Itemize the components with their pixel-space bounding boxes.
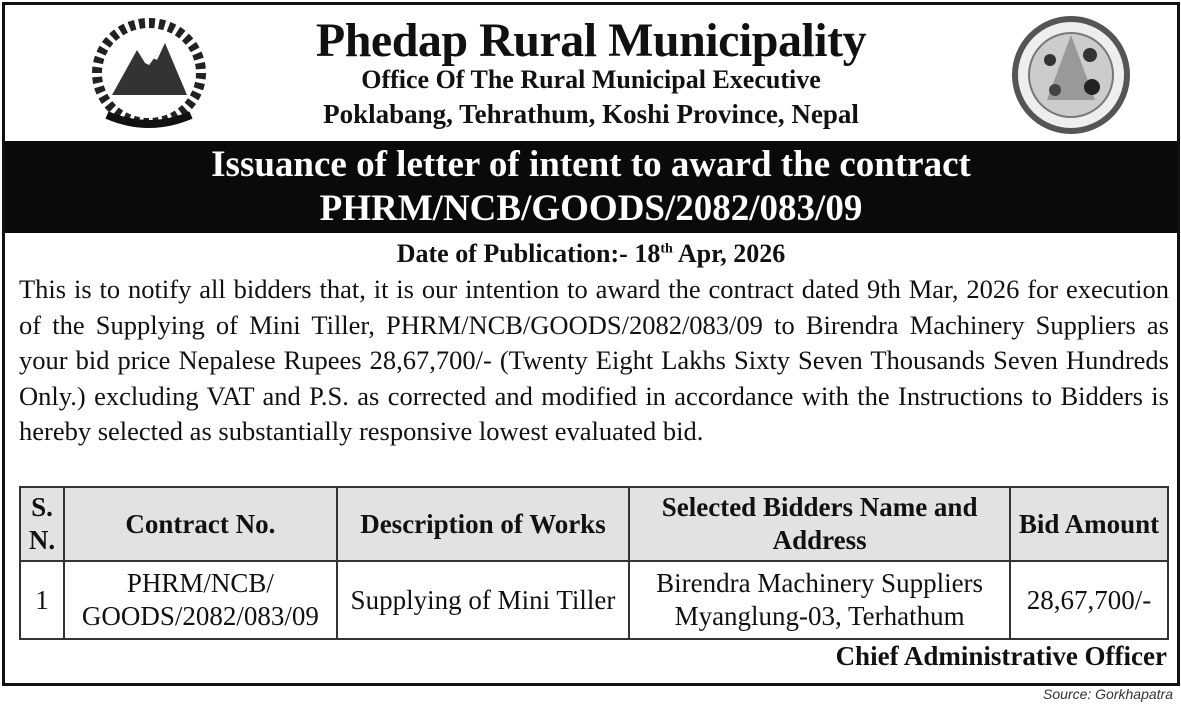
- contract-reference: PHRM/NCB/GOODS/2082/083/09: [319, 188, 863, 229]
- publication-date-label: Date of Publication:- 18: [396, 239, 661, 268]
- award-table: [19, 486, 1169, 640]
- notice-banner: [5, 141, 1177, 233]
- cell-bidder: Birendra Machinery Suppliers Myanglung-03, Terhathum: [629, 561, 1010, 639]
- office-name: Office Of The Rural Municipal Executive: [361, 65, 821, 94]
- office-address: Poklabang, Tehrathum, Koshi Province, Nepal: [323, 99, 859, 129]
- header-contract-no: Contract No.: [64, 487, 337, 561]
- table-row: [20, 561, 1168, 639]
- publication-date-suffix: th: [660, 241, 673, 257]
- source-credit: Source: Gorkhapatra: [1043, 686, 1173, 702]
- signatory: Chief Administrative Officer: [835, 641, 1167, 671]
- municipality-logo-icon: [1010, 15, 1132, 135]
- cell-contract-no: PHRM/NCB/ GOODS/2082/083/09: [64, 561, 337, 639]
- cell-bid-amount: 28,67,700/-: [1010, 561, 1168, 639]
- header: [5, 5, 1177, 139]
- header-description: Description of Works: [337, 487, 629, 561]
- publication-date-rest: Apr, 2026: [672, 239, 786, 268]
- notice-frame: [2, 2, 1180, 686]
- notice-title: Issuance of letter of intent to award the contract: [211, 144, 971, 185]
- header-bidder: Selected Bidders Name and Address: [629, 487, 1010, 561]
- notice-body: This is to notify all bidders that, it is our intention to award the contract dated 9th Mar, 2026 for execution of the Supplying of Mini Tiller, PHRM/NCB/GOODS/2082/083/09 to Birendra Machinery Suppliers as your bid price Nepalese Rupees 28,67,700/- (Twenty Eight Lakhs Sixty Seven Thousands Seven Hundreds Only.) excluding VAT and P.S. as corrected and modified in accordance with the Instructions to Bidders is hereby selected as substantially responsive lowest evaluated bid.: [19, 274, 1169, 446]
- cell-description: Supplying of Mini Tiller: [337, 561, 629, 639]
- table-header-row: [20, 487, 1168, 561]
- header-bid-amount: Bid Amount: [1010, 487, 1168, 561]
- cell-sn: 1: [20, 561, 64, 639]
- municipality-name: Phedap Rural Municipality: [315, 14, 867, 67]
- header-sn: S. N.: [20, 487, 64, 561]
- publication-date: [5, 239, 1177, 269]
